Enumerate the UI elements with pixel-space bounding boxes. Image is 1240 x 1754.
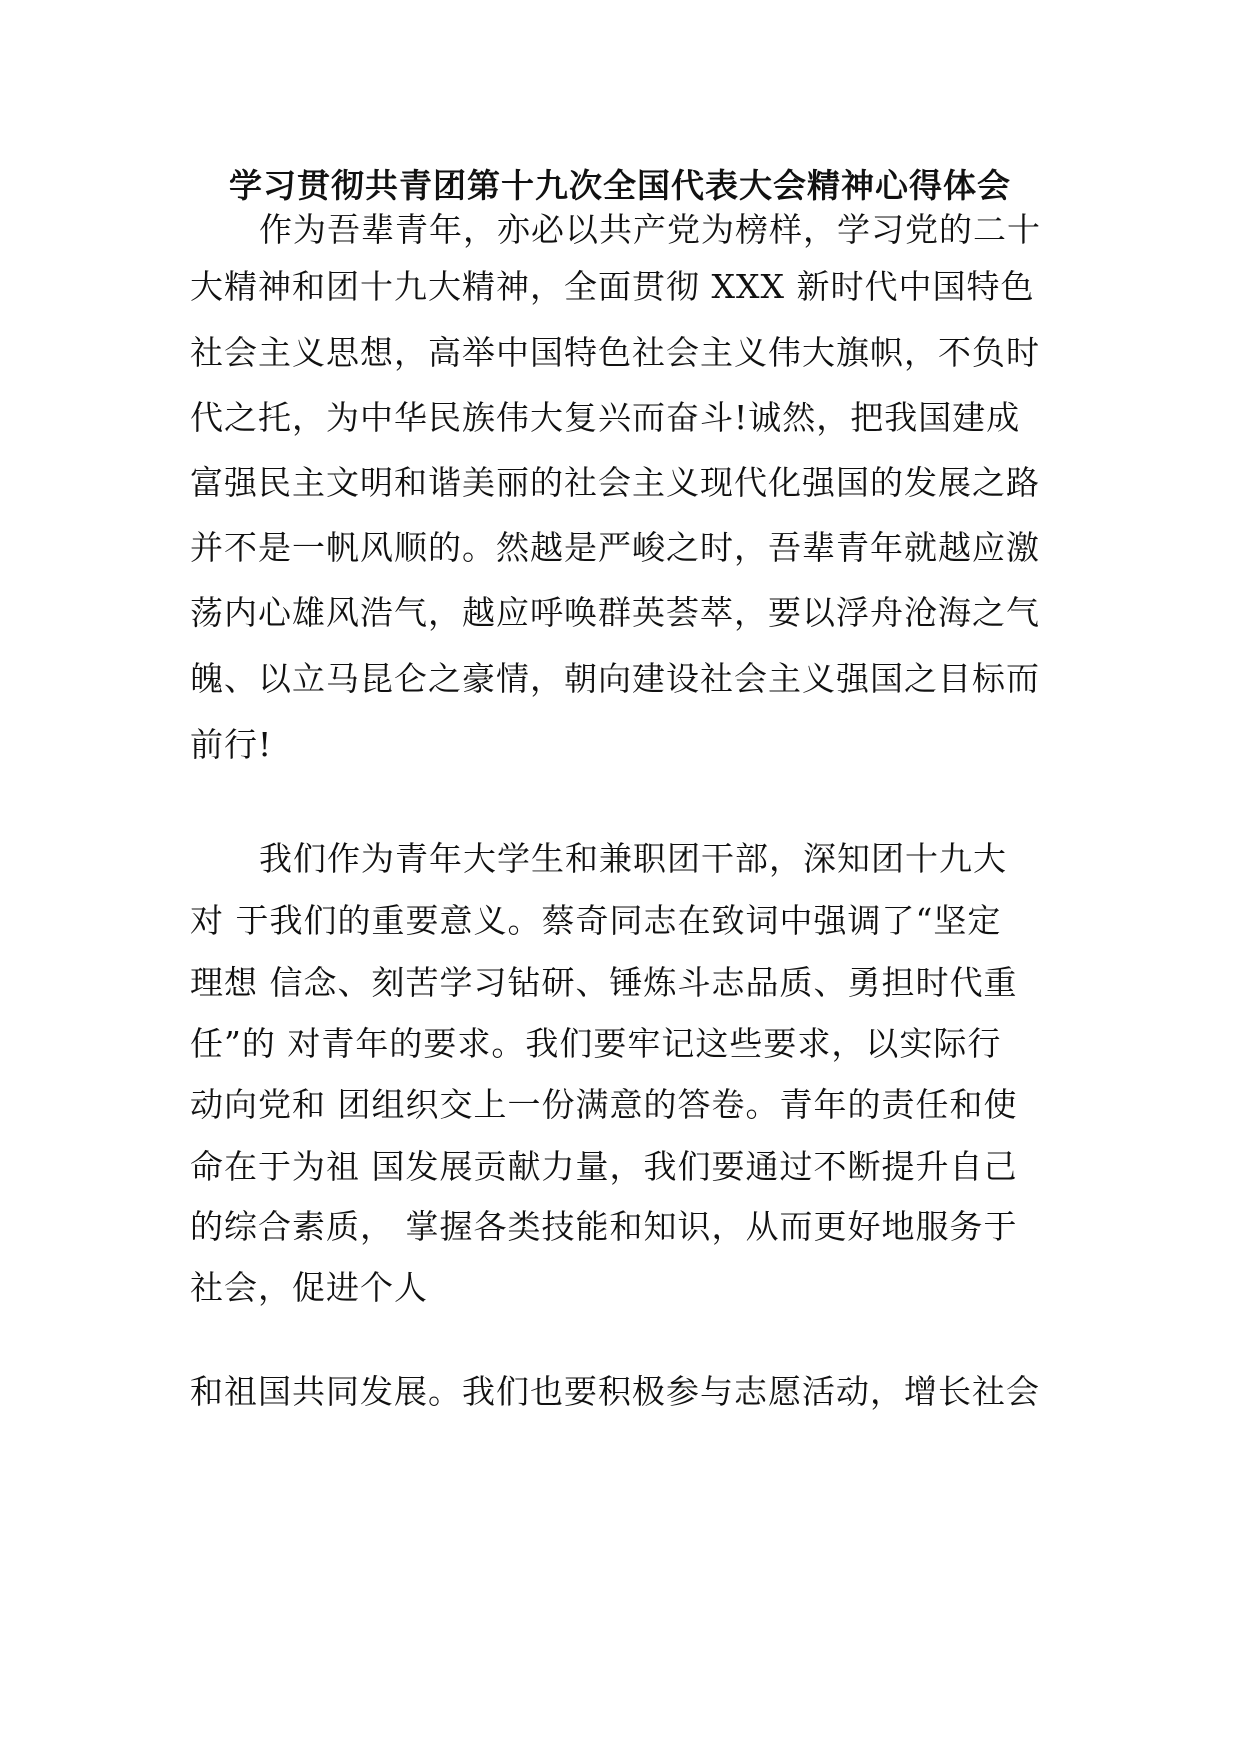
paragraph-2-line-5: 动向党和 团组织交上一份满意的答卷。青年的责任和使	[190, 1085, 1018, 1124]
paragraph-2-line-1: 我们作为青年大学生和兼职团干部，深知团十九大	[259, 839, 1007, 878]
paragraph-2-line-4: 任”的 对青年的要求。我们要牢记这些要求，以实际行	[190, 1024, 1002, 1063]
paragraph-1-line-6: 并不是一帆风顺的。然越是严峻之时，吾辈青年就越应激	[190, 528, 1040, 567]
paragraph-2-line-6: 命在于为祖 国发展贡献力量，我们要通过不断提升自己	[190, 1147, 1018, 1186]
paragraph-1-line-1: 作为吾辈青年，亦必以共产党为榜样，学习党的二十	[259, 210, 1041, 249]
paragraph-2-line-3: 理想 信念、刻苦学习钻研、锤炼斗志品质、勇担时代重	[190, 963, 1018, 1002]
paragraph-1-line-3: 社会主义思想，高举中国特色社会主义伟大旗帜，不负时	[190, 333, 1040, 372]
paragraph-1-line-4: 代之托，为中华民族伟大复兴而奋斗!诚然，把我国建成	[190, 398, 1021, 437]
paragraph-1-line-5: 富强民主文明和谐美丽的社会主义现代化强国的发展之路	[190, 463, 1040, 502]
paragraph-2-line-8: 社会，促进个人	[190, 1268, 428, 1307]
paragraph-2-line-7: 的综合素质， 掌握各类技能和知识，从而更好地服务于	[190, 1207, 1018, 1246]
paragraph-1-line-2: 大精神和团十九大精神，全面贯彻 XXX 新时代中国特色	[190, 267, 1035, 306]
paragraph-1-line-7: 荡内心雄风浩气，越应呼唤群英荟萃，要以浮舟沧海之气	[190, 593, 1040, 632]
paragraph-2-line-9: 和祖国共同发展。我们也要积极参与志愿活动，增长社会	[190, 1372, 1040, 1411]
document-title: 学习贯彻共青团第十九次全国代表大会精神心得体会	[229, 166, 1011, 205]
paragraph-2-line-2: 对 于我们的重要意义。蔡奇同志在致词中强调了“坚定	[190, 901, 1002, 940]
paragraph-1-line-9: 前行!	[190, 725, 273, 764]
paragraph-1-line-8: 魄、以立马昆仑之豪情，朝向建设社会主义强国之目标而	[190, 659, 1040, 698]
